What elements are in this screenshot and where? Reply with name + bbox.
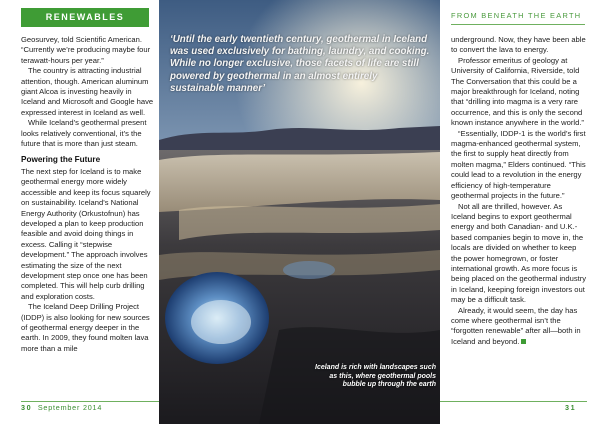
right-folio [565, 403, 576, 412]
body-paragraph: “Essentially, IDDP-1 is the world’s first magma-enhanced geothermal system, the first to supply heat directly from molten magma,” Elders continued. “This could lead to a revolution in the energy efficiency of high-temperature geothermal projects in the future.” [451, 128, 586, 201]
left-page-number: 30 [21, 403, 33, 412]
body-paragraph: Professor emeritus of geology at University of California, Riverside, told The Conversation that this could be a major breakthrough for Iceland, noting that “drilling into magma is a very rare occurrence, and this is only the second known instance anywhere in the world.” [451, 55, 584, 128]
pull-quote: ‘Until the early twentieth century, geothermal in Iceland was used exclusively for bathing, laundry, and cooking. While no longer exclusive, those facets of life are still powered by geothermal in an almost entirely sustainable manner’ [170, 34, 430, 94]
left-footer-rule [21, 401, 159, 402]
last-paragraph-text: Already, it would seem, the day has come where geothermal isn’t the “forgotten renewable” after all—both in Iceland and beyond. [451, 305, 581, 346]
body-paragraph: The next step for Iceland is to make geothermal energy more widely accessible and keep its focus squarely on sustainability. Iceland’s National Energy Authority (Orkustofnun) has developed a plan to keep production feasible and avoid doing things in excess. Calling it “stepwise development.” The approach involves estimating the size of the next development step once one has been completed. This will help curb drilling and exploration costs. [21, 166, 151, 301]
left-folio [21, 403, 102, 412]
left-column [21, 35, 154, 354]
right-footer-rule [440, 401, 587, 402]
body-paragraph-last [451, 306, 587, 348]
end-mark-icon [521, 339, 526, 344]
body-paragraph: The country is attracting industrial attention, though. American aluminum giant Alcoa is investing heavily in Iceland and Microsoft and Google have expressed interest in Iceland as well. [21, 66, 154, 117]
right-page-number: 31 [565, 403, 577, 412]
body-paragraph: Geosurvey, told Scientific American. “Currently we’re producing maybe four terawatt-hours per year.” [21, 35, 151, 65]
running-head-rule [451, 24, 585, 25]
subheading: Powering the Future [21, 155, 101, 165]
running-head: FROM BENEATH THE EARTH [451, 11, 582, 20]
body-paragraph: underground. Now, they have been able to convert the lava to energy. [451, 35, 586, 55]
issue-date: September 2014 [37, 403, 103, 412]
body-paragraph: While Iceland’s geothermal present looks relatively conventional, it’s the future that is more than just steam. [21, 118, 147, 149]
body-paragraph: The Iceland Deep Drilling Project (IDDP) is also looking for new sources of geothermal energy deeper in the earth. In 2009, they found molten lava more than a mile [21, 302, 150, 353]
body-paragraph: Not all are thrilled, however. As Iceland begins to export geothermal energy and both Canadian- and U.K.-based companies begin to move in, the locals are divided on whether to keep the power homegrown, or foster international growth. As more focus is being placed on the geothermal industry in Iceland, keeping foreign investors out may be a difficult task. [451, 201, 587, 305]
photo-caption: Iceland is rich with landscapes such as this, where geothermal pools bubble up through the earth [315, 364, 436, 389]
section-tag: RENEWABLES [21, 8, 149, 27]
right-column [451, 35, 587, 347]
